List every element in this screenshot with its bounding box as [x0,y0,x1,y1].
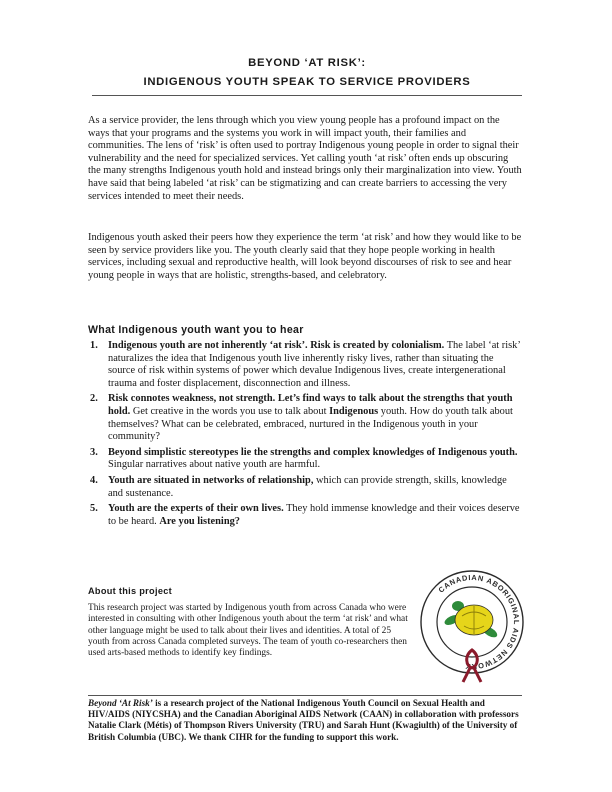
key-point-text-continued: youth. How do youth talk about themselves? What can be celebrated, embraced, nurtured in the Indigenous youth in your community? [108,405,513,443]
key-point-5 [88,503,522,528]
key-point-number: 1. [90,340,98,351]
key-point-text: which can provide strength, skills, knowledge and sustenance. [108,474,507,499]
key-point-number: 3. [90,446,98,458]
logo-ring-text: CANADIAN ABORIGINAL AIDS NETWORK [436,572,522,672]
intro-paragraph-2-text: Indigenous youth asked their peers how they experience the term ‘at risk’ and how they would like to be seen by service providers like you. The youth clearly said that they hope people working in health services, including sexual and reproductive health, will look beyond discourses of risk to see and hear young people in ways that are holistic, strengths-based, and celebratory. [88,232,522,281]
title-divider [92,95,522,96]
key-point-bold: Youth are situated in networks of relationship, [108,474,314,486]
footer-credits-text: is a research project of the National Indigenous Youth Council on Sexual Health and HIV/AIDS (NIYCSHA) and the Canadian Aboriginal AIDS Network (CAAN) in collaboration with professors Natalie Clark (Métis) of Thompson Rivers University (TRU) and Sarah Hunt (Kwagiulth) of the University of British Columbia (UBC). We thank CIHR for the funding to support this work. [88,698,519,742]
about-text: This research project was started by Indigenous youth from across Canada who were interested in consulting with other Indigenous youth about the term ‘at risk’ and what other language might be used to talk about their lives and identities. A total of 25 youth from across Canada completed surveys. The team of youth co-researchers then used arts-based methods to identify key findings. [88,603,408,659]
key-point-bold: Youth are the experts of their own lives. [108,503,284,515]
footer-project-title: Beyond ‘At Risk’ [88,698,153,708]
key-point-number: 2. [90,393,98,405]
section-heading: What Indigenous youth want you to hear [88,324,304,336]
key-point-text: Singular narratives about native youth are harmful. [108,459,321,471]
key-point-text: The label ‘at risk’ naturalizes the idea that Indigenous youth live inherently risky lives, rather than situating the source of risk within systems of power which devalue Indigenous lives, create intergenerational trauma and foster displacement, disconnection and illness. [108,340,521,389]
key-point-bold: Indigenous youth are not inherently ‘at risk’. Risk is created by colonialism. [108,340,445,351]
caan-logo-icon [416,566,528,686]
key-points-list [88,340,522,531]
key-point-bold: Beyond simplistic stereotypes lie the strengths and complex knowledges of Indigenous youth. [108,446,518,458]
key-point-bold-inline: Indigenous [329,405,379,417]
key-point-3 [88,447,522,472]
key-point-number: 5. [90,503,98,515]
title-line-1: BEYOND ‘AT RISK’: [248,57,366,69]
key-point-4 [88,475,522,500]
footer-divider [88,695,522,696]
turtle-icon [443,601,499,639]
key-point-bold: Risk connotes weakness, not strength. Let’s find ways to talk about the strengths that youth hold. [108,393,513,417]
title-line-2: INDIGENOUS YOUTH SPEAK TO SERVICE PROVIDERS [143,76,471,88]
key-point-text: Get creative in the words you use to talk about [130,405,330,417]
intro-paragraph-1-text: As a service provider, the lens through which you view young people has a profound impact on the ways that your programs and the systems you work in will impact youth, their families and communities. The lens of ‘risk’ is often used to portray Indigenous young people in order to signal their vulnerability and the need for specialized services. Yet calling youth ‘at risk’ often ends up obscuring the many strengths Indigenous youth hold and instead brings only their marginalization into view. Youth have said that being labeled ‘at risk’ can be stigmatizing and can create barriers to accessing the very services intended to meet their needs. [88,115,522,202]
intro-paragraph-2 [88,232,522,282]
key-point-text: They hold immense knowledge and their voices deserve to be heard. [108,503,520,527]
document-title [92,54,522,92]
key-point-number: 4. [90,474,98,486]
intro-paragraph-1 [88,115,522,203]
key-point-closing-question: Are you listening? [159,515,240,527]
about-heading: About this project [88,586,173,596]
footer-credits [88,698,522,743]
key-point-1 [88,340,522,390]
key-point-2 [88,393,522,443]
